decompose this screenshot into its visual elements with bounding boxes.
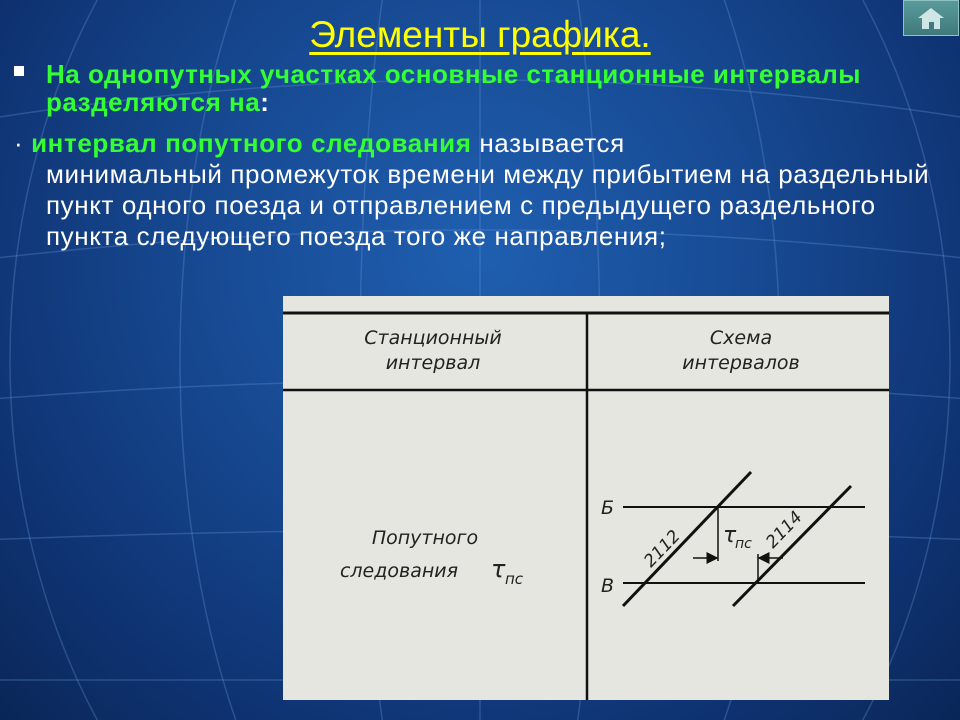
row-label-subscript: пс <box>505 570 524 588</box>
row-label-symbol: τ <box>491 555 506 583</box>
slide-title: Элементы графика. <box>309 14 651 55</box>
station-label-top: Б <box>601 497 615 519</box>
bullet-dot: · <box>14 128 24 158</box>
definition-term: интервал попутного следования <box>31 128 472 158</box>
interval-subscript: пс <box>735 536 752 552</box>
row-label-line1: Попутного <box>371 527 479 549</box>
header-col1-line1: Станционный <box>364 327 502 349</box>
definition-lines: минимальный промежуток времени между прибытием на раздельный пункт одного поезда и отправлением с предыдущего раздельного пункта следующего поезда того же направления; <box>46 159 930 251</box>
bullet-square-icon <box>14 66 24 76</box>
interval-symbol: τ <box>723 523 737 548</box>
header-col2-line1: Схема <box>709 327 773 349</box>
station-label-bottom: В <box>601 575 615 597</box>
header-col1-line2: интервал <box>385 352 481 374</box>
train-number-1: 2112 <box>640 526 685 572</box>
intro-colon: : <box>260 87 270 117</box>
intro-paragraph <box>46 60 926 116</box>
intro-text: На однопутных участках основные станционные интервалы разделяются на <box>46 59 862 117</box>
train-number-2: 2114 <box>762 507 807 553</box>
definition-paragraph <box>14 128 944 252</box>
definition-first: называется <box>479 128 625 158</box>
header-col2-line2: интервалов <box>682 352 800 374</box>
row-label-line2: следования <box>339 560 459 582</box>
interval-table-figure <box>283 296 889 700</box>
interval-table-drawing <box>283 296 889 700</box>
